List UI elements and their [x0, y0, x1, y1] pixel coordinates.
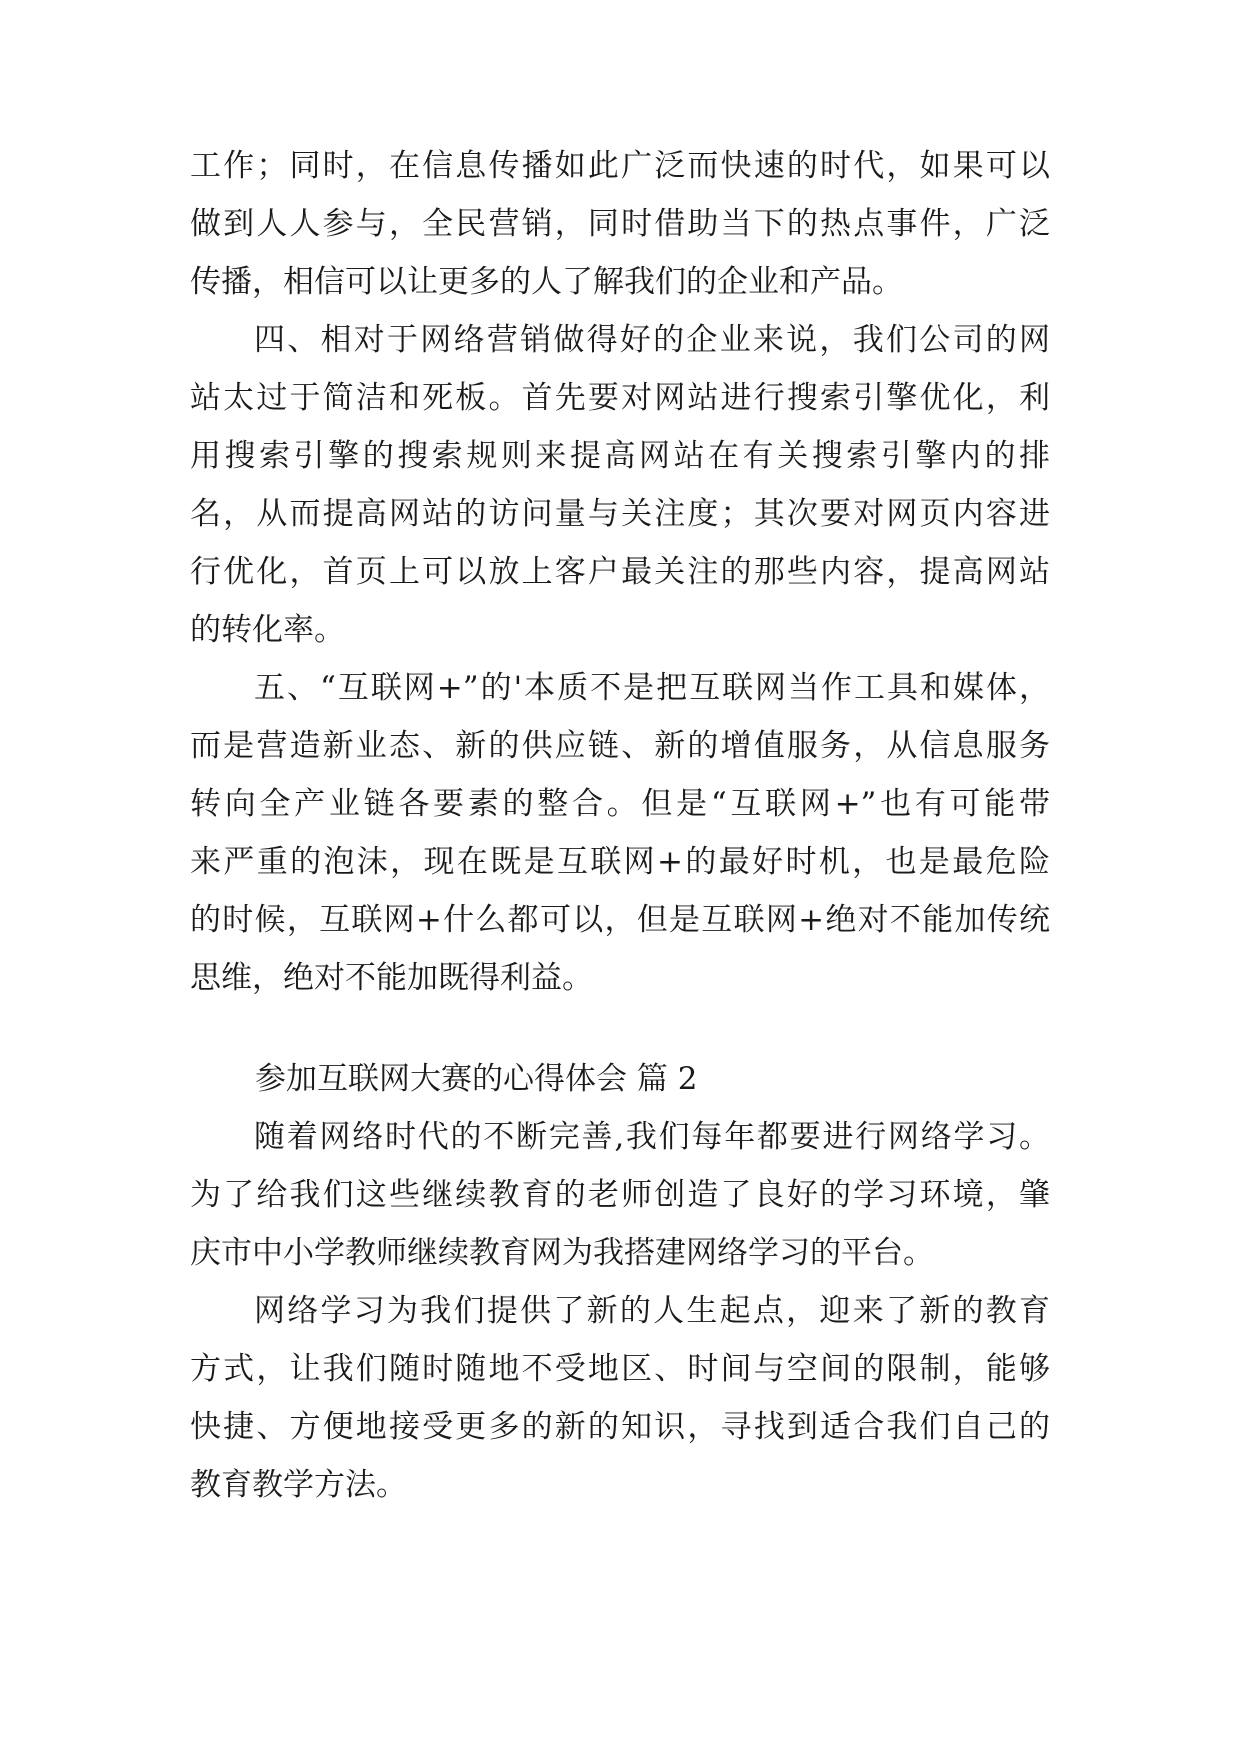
text-line: 快捷、方便地接受更多的新的知识，寻找到适合我们自己的 [190, 1409, 1050, 1445]
text-line: 教育教学方法。 [190, 1467, 407, 1503]
paragraph-first-line: 随着网络时代的不断完善,我们每年都要进行网络学习。 [254, 1119, 1050, 1155]
text-line: 传播，相信可以让更多的人了解我们的企业和产品。 [190, 264, 903, 300]
text-line: 的转化率。 [190, 612, 345, 648]
text-line: 名，从而提高网站的访问量与关注度；其次要对网页内容进 [190, 496, 1050, 532]
paragraph-first-line: 网络学习为我们提供了新的人生起点，迎来了新的教育 [254, 1293, 1050, 1329]
body-text-section-1 [190, 137, 1050, 1007]
text-line: 方式，让我们随时随地不受地区、时间与空间的限制，能够 [190, 1351, 1050, 1387]
text-line: 为了给我们这些继续教育的老师创造了良好的学习环境，肇 [190, 1177, 1050, 1213]
text-line: 的时候，互联网+什么都可以，但是互联网+绝对不能加传统 [190, 902, 1050, 938]
text-line: 行优化，首页上可以放上客户最关注的那些内容，提高网站 [190, 554, 1050, 590]
text-line: 而是营造新业态、新的供应链、新的增值服务，从信息服务 [190, 728, 1050, 764]
text-line: 站太过于简洁和死板。首先要对网站进行搜索引擎优化，利 [190, 380, 1050, 416]
text-line: 来严重的泡沫，现在既是互联网+的最好时机，也是最危险 [190, 844, 1050, 880]
body-text-section-2 [190, 1108, 1050, 1514]
paragraph-five-first-line: 五、“互联网+”的'本质不是把互联网当作工具和媒体， [254, 670, 1050, 706]
text-line: 工作；同时，在信息传播如此广泛而快速的时代，如果可以 [190, 148, 1050, 184]
text-line: 做到人人参与，全民营销，同时借助当下的热点事件，广泛 [190, 206, 1050, 242]
text-line: 庆市中小学教师继续教育网为我搭建网络学习的平台。 [190, 1235, 934, 1271]
text-line: 用搜索引擎的搜索规则来提高网站在有关搜索引擎内的排 [190, 438, 1050, 474]
text-line: 思维，绝对不能加既得利益。 [190, 960, 593, 996]
text-line: 转向全产业链各要素的整合。但是“互联网+”也有可能带 [190, 786, 1050, 822]
section-heading: 参加互联网大赛的心得体会 篇 2 [255, 1061, 698, 1097]
paragraph-four-first-line: 四、相对于网络营销做得好的企业来说，我们公司的网 [254, 322, 1050, 358]
